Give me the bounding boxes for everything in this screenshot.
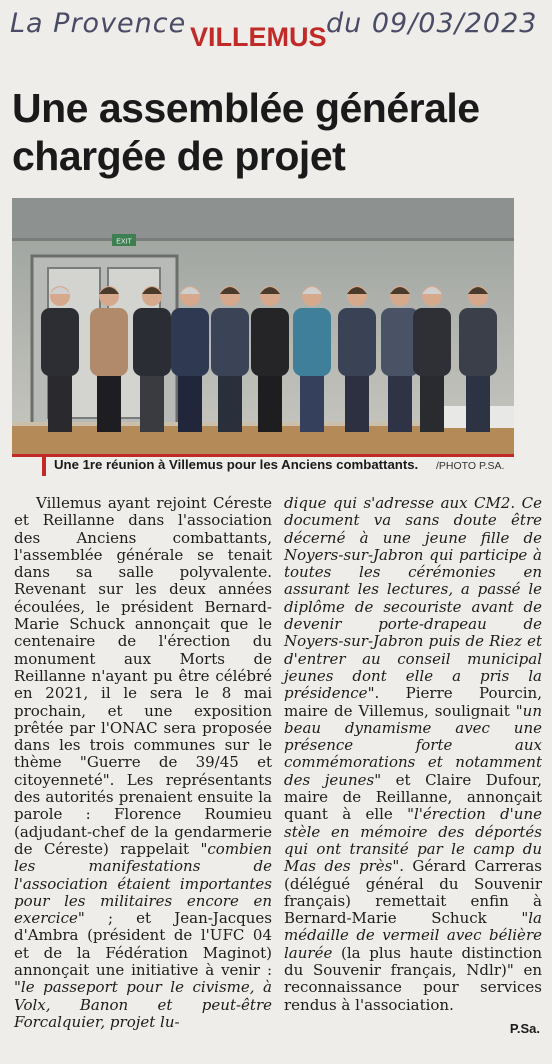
section-label: VILLEMUS [190,22,327,52]
article-text-segment: la médaille de vermeil avec bélière laurée [284,909,542,962]
article-headline: Une assemblée générale chargée de projet [12,85,480,179]
group-photo-illustration [12,198,514,454]
author-signature: P.Sa. [509,1021,540,1036]
article-text-segment: " ; et Jean-Jacques d'Ambra (président de l'UFC 04 et de la Fédération Maginot) annonçait une initiative à venir : " [14,909,272,997]
article-text-segment: l'érection d'une stèle en mémoire des déportés qui ont transité par le camp du Mas des près [284,805,542,876]
article-text-segment: " et Claire Dufour, maire de Reillanne, annonçait quant à elle " [284,770,542,824]
handwritten-source-note: La Provence [10,8,187,39]
photo-caption: Une 1re réunion à Villemus pour les Anciens combattants. [54,457,419,472]
article-photo [12,198,514,457]
article-text-segment: Villemus ayant rejoint Céreste et Reillanne dans l'association des Anciens combattants, l'assemblée générale se tenait dans sa salle polyvalente. Revenant sur les deux années écoulées, le président Bernard-Marie Schuck annonçait que le centenaire de l'érection du monument aux Morts de Reillanne n'ayant pu être célébré en 2021, il le sera le 8 mai prochain, et une exposition prêtée par l'ONAC sera proposée dans les trois communes sur le thème "Guerre de 39/45 et citoyenneté". Les représentants des autorités prenaient ensuite la parole : Florence Roumieu (adjudant-chef de la gendarmerie de Céreste) rappelait " [14,494,272,858]
article-column-1 [14,495,272,1031]
handwritten-date-note: du 09/03/2023 [326,8,538,39]
caption-accent-bar [42,454,46,476]
article-text-segment: combien les manifestations de l'association étaient importantes pour les militaires encore en exercice [14,839,272,928]
exit-sign [112,234,136,246]
article-text-segment: (la plus haute distinction du Souvenir français, Ndlr)" en reconnaissance pour services rendus à l'association. [284,943,542,1014]
photo-credit: /PHOTO P.SA. [436,460,505,472]
article-text-segment: un beau dynamisme avec une présence forte aux commémorations et notamment des jeunes [284,701,542,789]
exit-sign-text: EXIT [116,238,132,246]
article-text-segment: ". Pierre Pourcin, maire de Villemus, soulignait " [284,684,542,720]
article-text-segment: le passeport pour le civisme, à Volx, Banon et peut-être Forcalquier, projet lu- [14,978,272,1031]
article-text-segment: dique qui s'adresse aux CM2. Ce document va sans doute être décerné à une jeune fille de Noyers-sur-Jabron qui participe à toutes les cérémonies en assurant les lectures, a passé le diplôme de secouriste avant de devenir porte-drapeau de Noyers-sur-Jabron puis de Riez et d'entrer au conseil municipal jeunes dont elle a pris la présidence [284,494,542,703]
article-text-segment: ". Gérard Carreras (délégué général du Souvenir français) remettait enfin à Bernard-Marie Schuck " [284,857,542,928]
article-column-2 [284,495,542,1014]
